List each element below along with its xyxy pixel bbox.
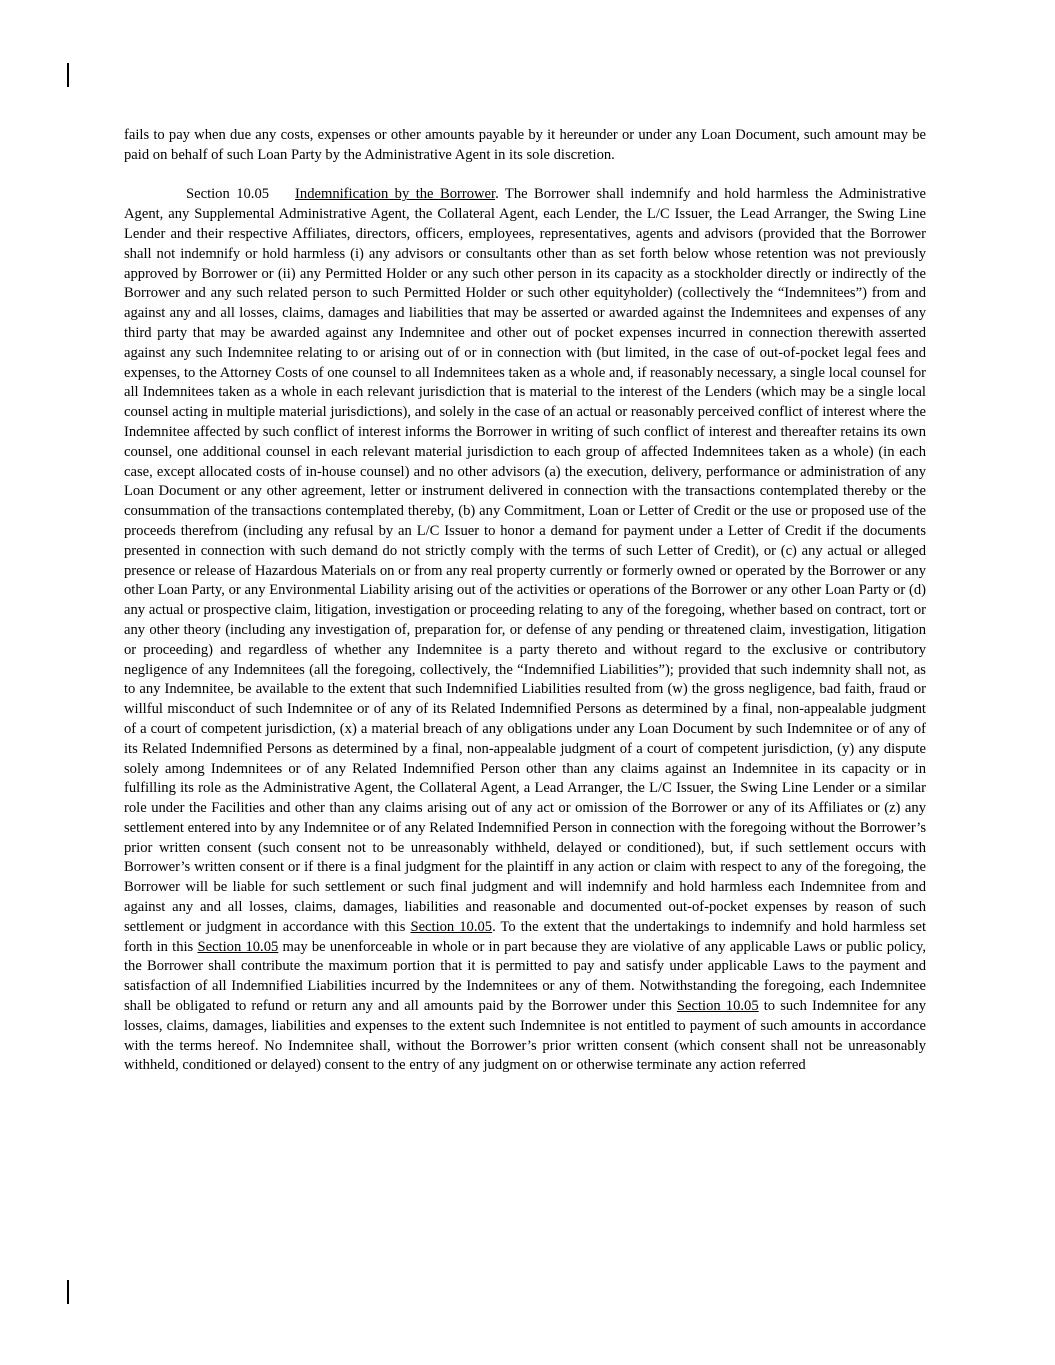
- body-text: [124, 126, 926, 1076]
- section-reference-3: Section 10.05: [676, 998, 759, 1015]
- continuation-paragraph: fails to pay when due any costs, expenses or other amounts payable by it hereunder or under any Loan Document, such amount may be paid on behalf of such Loan Party by the Administrative Agent in its sole discretion.: [124, 127, 926, 163]
- bottom-margin-mark: [67, 1280, 69, 1304]
- section-heading: Indemnification by the Borrower: [295, 186, 496, 203]
- section-number: Section 10.05: [186, 186, 270, 203]
- section-text-2: . To the extent that the undertakings to indemnify and hold harmless set forth in this: [124, 918, 927, 955]
- section-text-4: to such Indemnitee for any losses, claims, damages, liabilities and expenses to the extent such Indemnitee is not entitled to payment of such amounts in accordance with the terms hereof. No Indemnitee shall, without the Borrower’s prior written consent (which consent shall not be unreasonably withheld, conditioned or delayed) consent to the entry of any judgment on or otherwise terminate any action referred: [124, 998, 926, 1074]
- section-text-3: may be unenforceable in whole or in part because they are violative of any applicable Laws or public policy, the Borrower shall contribute the maximum portion that it is permitted to pay and satisfy under applicable Laws to the payment and satisfaction of all Indemnified Liabilities incurred by the Indemnitees or any of them. Notwithstanding the foregoing, each Indemnitee shall be obligated to refund or return any and all amounts paid by the Borrower under this: [124, 938, 926, 1015]
- section-10-05-paragraph: [124, 185, 926, 1076]
- top-margin-mark: [67, 63, 69, 87]
- section-reference-1: Section 10.05: [410, 918, 493, 935]
- section-heading-punct: .: [495, 186, 499, 203]
- section-reference-2: Section 10.05: [197, 938, 279, 955]
- section-text-1: The Borrower shall indemnify and hold harmless the Administrative Agent, any Supplemental Administrative Agent, the Collateral Agent, each Lender, the L/C Issuer, the Lead Arranger, the Swing Line Lender and their respective Affiliates, directors, officers, employees, representatives, agents and advisors (provided that the Borrower shall not indemnify or hold harmless (i) any advisors or consultants other than as set forth below whose retention was not previously approved by Borrower or (ii) any Permitted Holder or any such other person in its capacity as a stockholder directly or indirectly of the Borrower and any such related person to such Permitted Holder or such other equityholder) (collectively the “Indemnitees”) from and against any and all losses, claims, damages and liabilities that may be asserted or awarded against the Indemnitees and expenses of any third party that may be awarded against any Indemnitee and other out of pocket expenses incurred in connection therewith asserted against any such Indemnitee relating to or arising out of or in connection with (but limited, in the case of out-of-pocket legal fees and expenses, to the Attorney Costs of one counsel to all Indemnitees taken as a whole and, if reasonably necessary, a single local counsel for all Indemnitees taken as a whole in each relevant jurisdiction that is material to the interest of the Lenders (which may be a single local counsel acting in multiple material jurisdictions), and solely in the case of an actual or reasonably perceived conflict of interest where the Indemnitee affected by such conflict of interest informs the Borrower in writing of such conflict of interest and thereafter retains its own counsel, one additional counsel in each relevant material jurisdiction to each group of affected Indemnitees taken as a whole) (in each case, except allocated costs of in-house counsel) and no other advisors (a) the execution, delivery, performance or administration of any Loan Document or any other agreement, letter or instrument delivered in connection with the transactions contemplated thereby or the consummation of the transactions contemplated thereby, (b) any Commitment, Loan or Letter of Credit or the use or proposed use of the proceeds therefrom (including any refusal by an L/C Issuer to honor a demand for payment under a Letter of Credit if the documents presented in connection with such demand do not strictly comply with the terms of such Letter of Credit), or (c) any actual or alleged presence or release of Hazardous Materials on or from any real property currently or formerly owned or operated by the Borrower or any other Loan Party, or any Environmental Liability arising out of the activities or operations of the Borrower or any other Loan Party or (d) any actual or prospective claim, litigation, investigation or proceeding relating to any of the foregoing, whether based on contract, tort or any other theory (including any investigation of, preparation for, or defense of any pending or threatened claim, investigation, litigation or proceeding) and regardless of whether any Indemnitee is a party thereto and without regard to the exclusive or contributory negligence of any Indemnitees (all the foregoing, collectively, the “Indemnified Liabilities”); provided that such indemnity shall not, as to any Indemnitee, be available to the extent that such Indemnified Liabilities resulted from (w) the gross negligence, bad faith, fraud or willful misconduct of such Indemnitee or of any of its Related Indemnified Persons as determined by a final, non-appealable judgment of a court of competent jurisdiction, (x) a material breach of any obligations under any Loan Document by such Indemnitee or of any of its Related Indemnified Persons as determined by a final, non-appealable judgment of a court of competent jurisdiction, (y) any dispute solely among Indemnitees or of any Related Indemnified Person other than any claims against an Indemnitee in its capacity or in fulfilling its role as the Administrative Agent, the Collateral Agent, a Lead Arranger, the L/C Issuer, the Swing Line Lender or a similar role under the Facilities and other than any claims arising out of any act or omission of the Borrower or any of its Affiliates or (z) any settlement entered into by any Indemnitee or of any Related Indemnified Person in connection with the foregoing without the Borrower’s prior written consent (such consent not to be unreasonably withheld, delayed or conditioned), but, if such settlement occurs with Borrower’s written consent or if there is a final judgment for the plaintiff in any action or claim with respect to any of the foregoing, the Borrower will be liable for such settlement or such final judgment and will indemnify and hold harmless each Indemnitee from and against any and all losses, claims, damages, liabilities and reasonable and documented out-of-pocket expenses by reason of such settlement or judgment in accordance with this: [124, 186, 926, 935]
